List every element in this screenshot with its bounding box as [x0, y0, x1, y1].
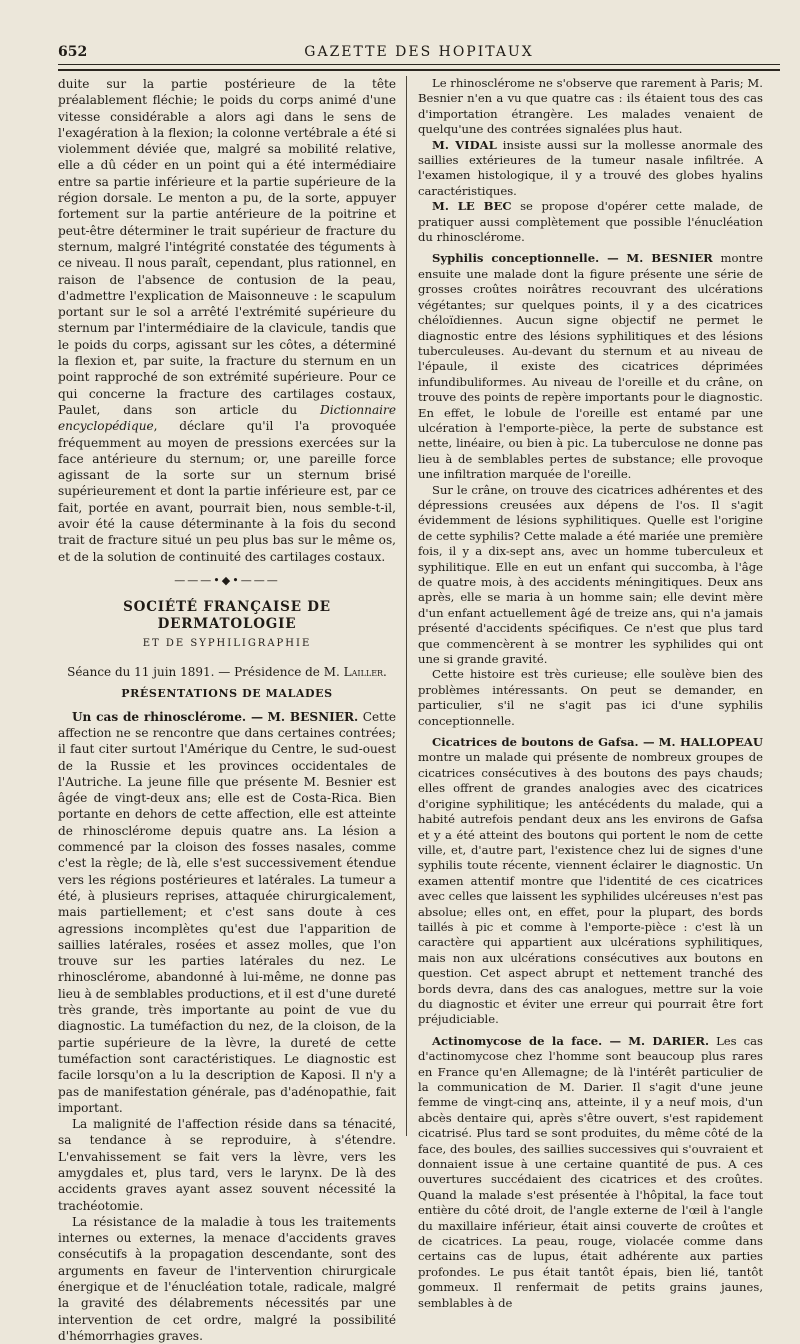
rhinoscleroma-paragraph-1: Un cas de rhinosclérome. — M. BESNIER. Cette affection ne se rencontre que dans certaines contrées; il faut citer surtout l'Amérique du Centre, le sud-ouest de la Russie et les provinces occidentales de l'Autriche. La jeune fille que présente M. Besnier est âgée de vingt-deux ans; elle est de Costa-Rica. Bien portante en dehors de cette affection, elle est atteinte de rhinosclérome depuis quatre ans. La lésion a commencé par la cloison des fosses nasales, comme c'est la règle; de là, elle s'est successivement étendue vers les régions postérieures et latérales. La tumeur a été, à plusieurs reprises, attaquée chirurgicalement, mais partiellement; et c'est sans doute à ces agressions incomplètes qu'est due l'apparition de saillies latérales, rosées et assez molles, que l'on trouve sur les parties latérales du nez. Le rhinosclérome, abandonné à lui-même, ne donne pas lieu à de semblables productions, et il est d'une dureté très grande, très importante au point de vue du diagnostic. La tuméfaction du nez, de la cloison, de la partie supérieure de la lèvre, la dureté de cette tuméfaction sont caractéristiques. Le diagnostic est facile lorsqu'on a lu la description de Kaposi. Il n'y a pas de manifestation générale, pas d'adénopathie, fait important. — [58, 709, 397, 1115]
syphilis-paragraph-3: Cette histoire est très curieuse; elle soulève bien des problèmes intéressants. On peut se demander, en particulier, s'il ne s'agit pas ici d'une syphilis conceptionnelle. — [418, 667, 763, 728]
actinomycosis-paragraph: Actinomycose de la face. — M. DARIER. Les cas d'actinomycose chez l'homme sont beaucoup plus rares en France qu'en Allemagne; de là l'intérêt particulier de la communication de M. Darier. Il s'agit d'une jeune femme de vingt-cinq ans, atteinte, il y a neuf mois, d'un abcès dentaire qui, après s'être ouvert, s'est rapidement cicatrisé. Plus tard se sont produites, du même côté de la face, des boules, des saillies successives qui s'ouvraient et donnaient issue à une certaine quantité de pus. A ces ouvertures succédaient des cicatrices et des croûtes. Quand la malade s'est présentée à l'hôpital, la face tout entière du côté droit, de l'angle externe de l'œil à l'angle du maxillaire inférieur, était ainsi couverte de croûtes et de cicatrices. La peau, rouge, violacée comme dans certains cas de lupus, était adhérente aux parties profondes. Le pus était tantôt épais, bien lié, tantôt gommeux. Il renfermait de petits grains jaunes, semblables à de — [418, 1033, 763, 1310]
header-rule-thin — [58, 64, 780, 65]
header-rule-thick — [58, 69, 780, 71]
rhinoscleroma-title: Un cas de rhinosclérome. — — [72, 709, 264, 724]
gafsa-paragraph: Cicatrices de boutons de Gafsa. — M. HALLOPEAU montre un malade qui présente de nombreux groupes de cicatrices consécutives à des boutons des pays chauds; elles offrent de grandes analogies avec des cicatrices d'origine syphilitique; les antécédents du malade, qui a habité autrefois pendant deux ans les environs de Gafsa et y a été atteint des boutons qui portent le nom de cette ville, et, d'autre part, l'existence chez lui de signes d'une syphilis toute récente, viennent éclairer le diagnostic. Un examen attentif montre que l'identité de ces cicatrices avec celles que laissent les syphilides ulcéreuses n'est pas absolue; elles ont, en effet, pour la plupart, des bords taillés à pic et comme à l'emporte-pièce : c'est là un caractère qui appartient aux ulcérations syphilitiques, mais non aux ulcérations consécutives aux boutons en question. Cet aspect abrupt et nettement tranché des bords devra, dans des cas analogues, mettre sur la voie du diagnostic et éviter une erreur qui pourrait être fort préjudiciable. — [418, 735, 763, 1027]
author-lebec: M. LE BEC — [432, 199, 512, 214]
author-besnier: M. BESNIER. — [267, 709, 359, 724]
presentations-heading: PRÉSENTATIONS DE MALADES — [121, 687, 333, 701]
president-name: Lailler. — [343, 665, 387, 680]
actinomycosis-title: Actinomycose de la face. — — [432, 1033, 622, 1048]
section-ornament: ———•◆•——— — [174, 573, 280, 587]
rhinoscleroma-paragraph-4: Le rhinosclérome ne s'observe que rarement à Paris; M. Besnier n'en a vu que quatre cas : ils étaient tous des cas d'importation étrangère. Les malades venaient de quelqu'une des contrées signalées plus haut. — [418, 76, 763, 137]
author-besnier-2: M. BESNIER — [626, 251, 713, 266]
syphilis-title: Syphilis conceptionnelle. — — [432, 251, 619, 266]
rhinoscleroma-paragraph-3: La résistance de la maladie à tous les traitements internes ou externes, la menace d'accidents graves consécutifs à la propagation descendante, sont des arguments en faveur de l'intervention chirurgicale énergique et de l'énucléation totale, radicale, malgré la gravité des délabrements nécessités par une intervention de cet ordre, malgré la possibilité d'hémorrhagies graves. — [58, 1214, 396, 1343]
author-darier: M. DARIER. — [628, 1033, 710, 1048]
rhinoscleroma-paragraph-2: La malignité de l'affection réside dans sa ténacité, sa tendance à se reproduire, à s'étendre. L'envahissement se fait vers la lèvre, vers les amygdales et, plus tard, vers le larynx. De là des accidents graves ayant assez souvent nécessité la trachéotomie. — [58, 1117, 396, 1213]
society-subtitle: ET DE SYPHILIGRAPHIE — [142, 637, 312, 649]
page-header — [58, 42, 780, 66]
seance-line: Séance du 11 juin 1891. — Présidence de M. Lailler. — [67, 665, 387, 680]
syphilis-paragraph-2: Sur le crâne, on trouve des cicatrices adhérentes et des dépressions creusées aux dépens de l'os. Il s'agit évidemment de lésions syphilitiques. Quelle est l'origine de cette syphilis? Cette malade a été mariée une première fois, il y a dix-sept ans, avec un homme tuberculeux et syphilitique. Elle en eut un enfant qui succomba, à l'âge de quatre mois, à des accidents méningitiques. Deux ans après, elle se maria à un homme sain; elle devint mère d'un enfant actuellement âgé de treize ans, qui n'a jamais présenté d'accidents spécifiques. Ce n'est que plus tard que commencèrent à se montrer les syphilides qui ont une si grande gravité. — [418, 482, 763, 667]
author-hallopeau: M. HALLOPEAU — [658, 735, 763, 750]
page-number: 652 — [58, 44, 88, 60]
syphilis-paragraph-1: Syphilis conceptionnelle. — M. BESNIER montre ensuite une malade dont la figure présente une série de grosses croûtes noirâtres recouvrant des ulcérations végétantes; sur quelques points, il y a des cicatrices chéloïdiennes. Aucun signe objectif ne permet le diagnostic entre des lésions syphilitiques et des lésions tuberculeuses. Au-devant du sternum et au niveau de l'épaule, il existe des cicatrices déprimées infundibuliformes. Au niveau de l'oreille et du crâne, on trouve des points de repère importants pour le diagnostic. En effet, le lobule de l'oreille est entamé par une ulcération à l'emporte-pièce, la perte de substance est nette, linéaire, ou bien à pic. La tuberculose ne donne pas lieu à de semblables pertes de substance; elle provoque une infiltration marquée de l'oreille. — [418, 251, 763, 482]
column-divider — [406, 76, 407, 1136]
dictionnaire-title: Dictionnaire encyclopédique — [58, 402, 396, 434]
author-vidal: M. VIDAL — [432, 137, 497, 152]
paragraph-continuation: duite sur la partie postérieure de la tête préalablement fléchie; le poids du corps animé d'une vitesse considérable a alors agi dans le sens de l'exagération à la flexion; la colonne vertébrale a été si violemment déviée que, malgré sa mobilité relative, elle a dû céder en un point qui a été intermédiaire entre sa partie inférieure et la partie supérieure de la région dorsale. Le menton a pu, de la sorte, appuyer fortement sur la partie antérieure de la poitrine et peut-être déterminer le trait supérieur de fracture du sternum, malgré l'intégrité constatée des téguments à ce niveau. Il nous paraît, cependant, plus rationnel, en raison de l'absence de contusion de la peau, d'admettre l'explication de Maisonneuve : le scapulum portant sur le sol a arrêté l'extrémité supérieure du sternum par l'intermédiaire de la clavicule, tandis que le poids du corps, agissant sur les côtes, a déterminé la flexion et, par suite, la fracture du sternum en un point rapproché de son extrémité supérieure. Pour ce qui concerne la fracture des cartilages costaux, Paulet, dans son article du Dictionnaire encyclopédique, déclare qu'il l'a provoquée fréquemment au moyen de pressions exercées sur la face antérieure du sternum; or, une pareille force agissant de la sorte sur un sternum brisé supérieurement et dont la partie inférieure est, par ce fait, portée en avant, pourrait bien, nous semble-t-il, avoir été la cause déterminante à la fois du second trait de fracture situé un peu plus bas sur le même os, et de la solution de continuité des cartilages costaux. — [58, 77, 396, 564]
journal-title: GAZETTE DES HOPITAUX — [304, 44, 534, 60]
left-column — [58, 76, 396, 1344]
lebec-paragraph: M. LE BEC se propose d'opérer cette malade, de pratiquer aussi complètement que possible l'énucléation du rhinosclérome. — [418, 199, 763, 245]
vidal-paragraph: M. VIDAL insiste aussi sur la mollesse anormale des saillies extérieures de la tumeur nasale infiltrée. A l'examen histologique, il y a trouvé des globes hyalins caractéristiques. — [418, 137, 763, 198]
society-title: SOCIÉTÉ FRANÇAISE DE DERMATOLOGIE — [123, 599, 331, 632]
gafsa-title: Cicatrices de boutons de Gafsa. — — [432, 735, 655, 750]
right-column — [418, 76, 763, 1311]
